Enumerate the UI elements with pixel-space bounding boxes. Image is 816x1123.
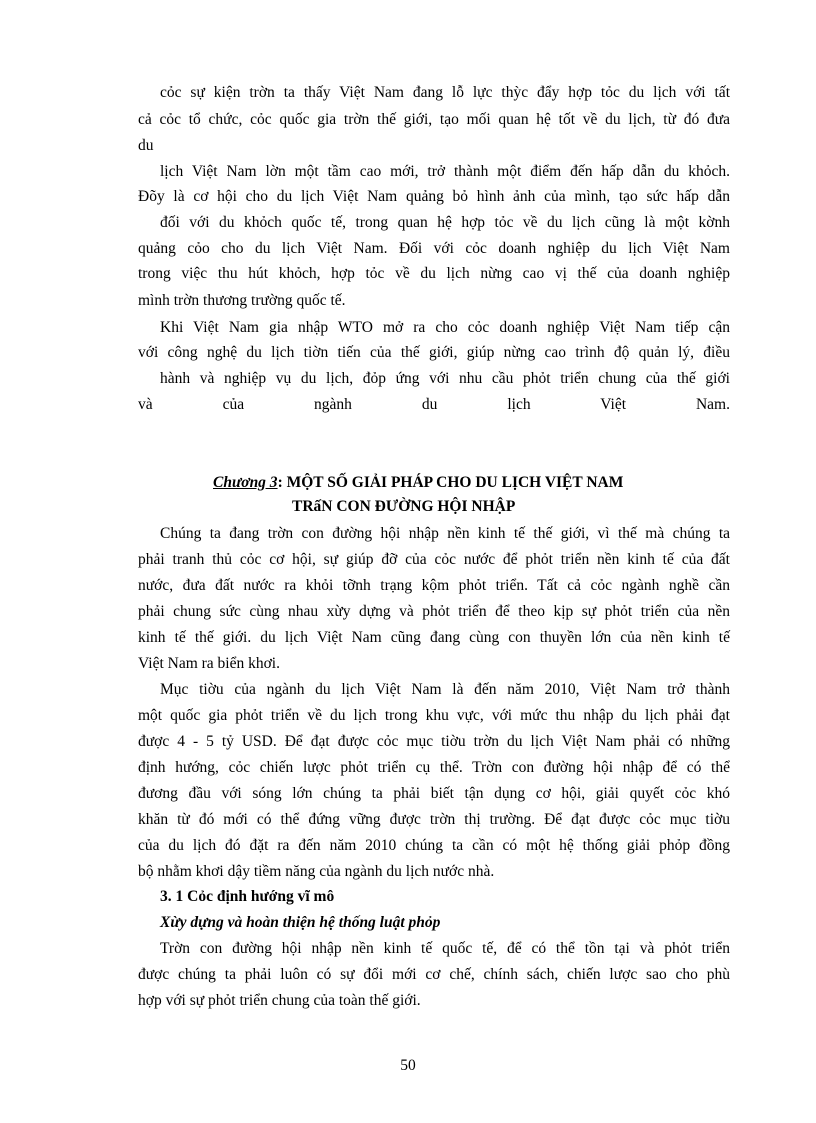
text-line: định hướng, cỏc chiến lược phỏt triển cụ thể. Trờn con đường hội nhập để có thể [138,759,730,776]
text-line: đối với du khỏch quốc tế, trong quan hệ hợp tỏc về du lịch cũng là một kờnh [160,214,730,231]
text-line: phải chung sức cùng nhau xừy dựng và phỏt triển để theo kịp sự phỏt triển của nền [138,603,730,620]
text-line: du [138,137,154,154]
chapter-title-line2: TRấN CON ĐƯỜNG HỘI NHẬP [292,498,516,515]
text-line: với công nghệ du lịch tiờn tiến của thế giới, giúp nừng cao trình độ quản lý, điều [138,344,730,361]
page-number: 50 [400,1057,416,1074]
text-line: Trờn con đường hội nhập nền kinh tế quốc tế, để có thể tồn tại và phỏt triển [160,940,730,957]
text-line: phải tranh thủ cỏc cơ hội, sự giúp đỡ của cỏc nước để phỏt triển nền kinh tế của đất [138,551,730,568]
text-line: quảng cỏo cho du lịch Việt Nam. Đối với cỏc doanh nghiệp du lịch Việt Nam [138,240,730,257]
text-line: Chúng ta đang trờn con đường hội nhập nền kinh tế thế giới, vì thế mà chúng ta [160,525,730,542]
text-line: lịch Việt Nam lờn một tầm cao mới, trở thành một điểm đến hấp dẫn du khỏch. [160,163,730,180]
text-line: mình trờn thương trường quốc tế. [138,292,346,309]
chapter-title-line1: : MỘT SỐ GIẢI PHÁP CHO DU LỊCH VIỆT NAM [277,474,624,491]
chapter-heading [213,474,623,492]
text-line: được 4 - 5 tỷ USD. Để đạt được cỏc mục tiờu trờn du lịch Việt Nam phải có những [138,733,730,750]
text-line: nước, đưa đất nước ra khỏi tỡnh trạng kộm phỏt triển. Tất cả cỏc ngành nghề cần [138,577,730,594]
text-line: hợp với sự phỏt triển chung của toàn thế giới. [138,992,421,1009]
text-line: kinh tế thế giới. du lịch Việt Nam cũng đang cùng con thuyền lớn của nền kinh tế [138,629,730,646]
text-line: Mục tiờu của ngành du lịch Việt Nam là đến năm 2010, Việt Nam trở thành [160,681,730,698]
text-line: bộ nhằm khơi dậy tiềm năng của ngành du lịch nước nhà. [138,863,495,880]
text-line: cỏc sự kiện trờn ta thấy Việt Nam đang lỗ lực thỳc đẩy hợp tỏc du lịch với tất [160,84,730,101]
text-line: Khi Việt Nam gia nhập WTO mở ra cho cỏc doanh nghiệp Việt Nam tiếp cận [160,319,730,336]
text-line: được chúng ta phải luôn có sự đổi mới cơ chế, chính sách, chiến lược sao cho phù [138,966,730,983]
text-line: cả cỏc tổ chức, cỏc quốc gia trờn thế giới, tạo mối quan hệ tốt về du lịch, từ đó đưa [138,111,730,128]
text-line: đương đầu với sóng lớn chúng ta phải biết tận dụng cơ hội, giải quyết cỏc khó [138,785,730,802]
text-line: hành và nghiệp vụ du lịch, đỏp ứng với nhu cầu phỏt triển chung của thế giới [160,370,730,387]
text-line: một quốc gia phỏt triển về du lịch trong khu vực, với mức thu nhập du lịch phải đạt [138,707,730,724]
text-line: Đõy là cơ hội cho du lịch Việt Nam quảng bỏ hình ảnh của mình, tạo sức hấp dẫn [138,188,730,205]
text-line: trong việc thu hút khỏch, hợp tỏc về du lịch nừng cao vị thế của doanh nghiệp [138,265,730,282]
text-line: khăn từ đó mới có thể đứng vững được trờn thị trường. Để đạt được cỏc mục tiờu [138,811,730,828]
section-heading: 3. 1 Cỏc định hướng vĩ mô [160,888,335,905]
text-line: của du lịch đó đặt ra đến năm 2010 chúng ta cần có một hệ thống giải phỏp đồng [138,837,730,854]
text-line: và của ngành du lịch Việt Nam. [138,396,730,413]
chapter-label: Chương 3 [213,474,278,491]
subsection-heading: Xừy dựng và hoàn thiện hệ thống luật phỏp [160,914,441,931]
text-line: Việt Nam ra biển khơi. [138,655,280,672]
